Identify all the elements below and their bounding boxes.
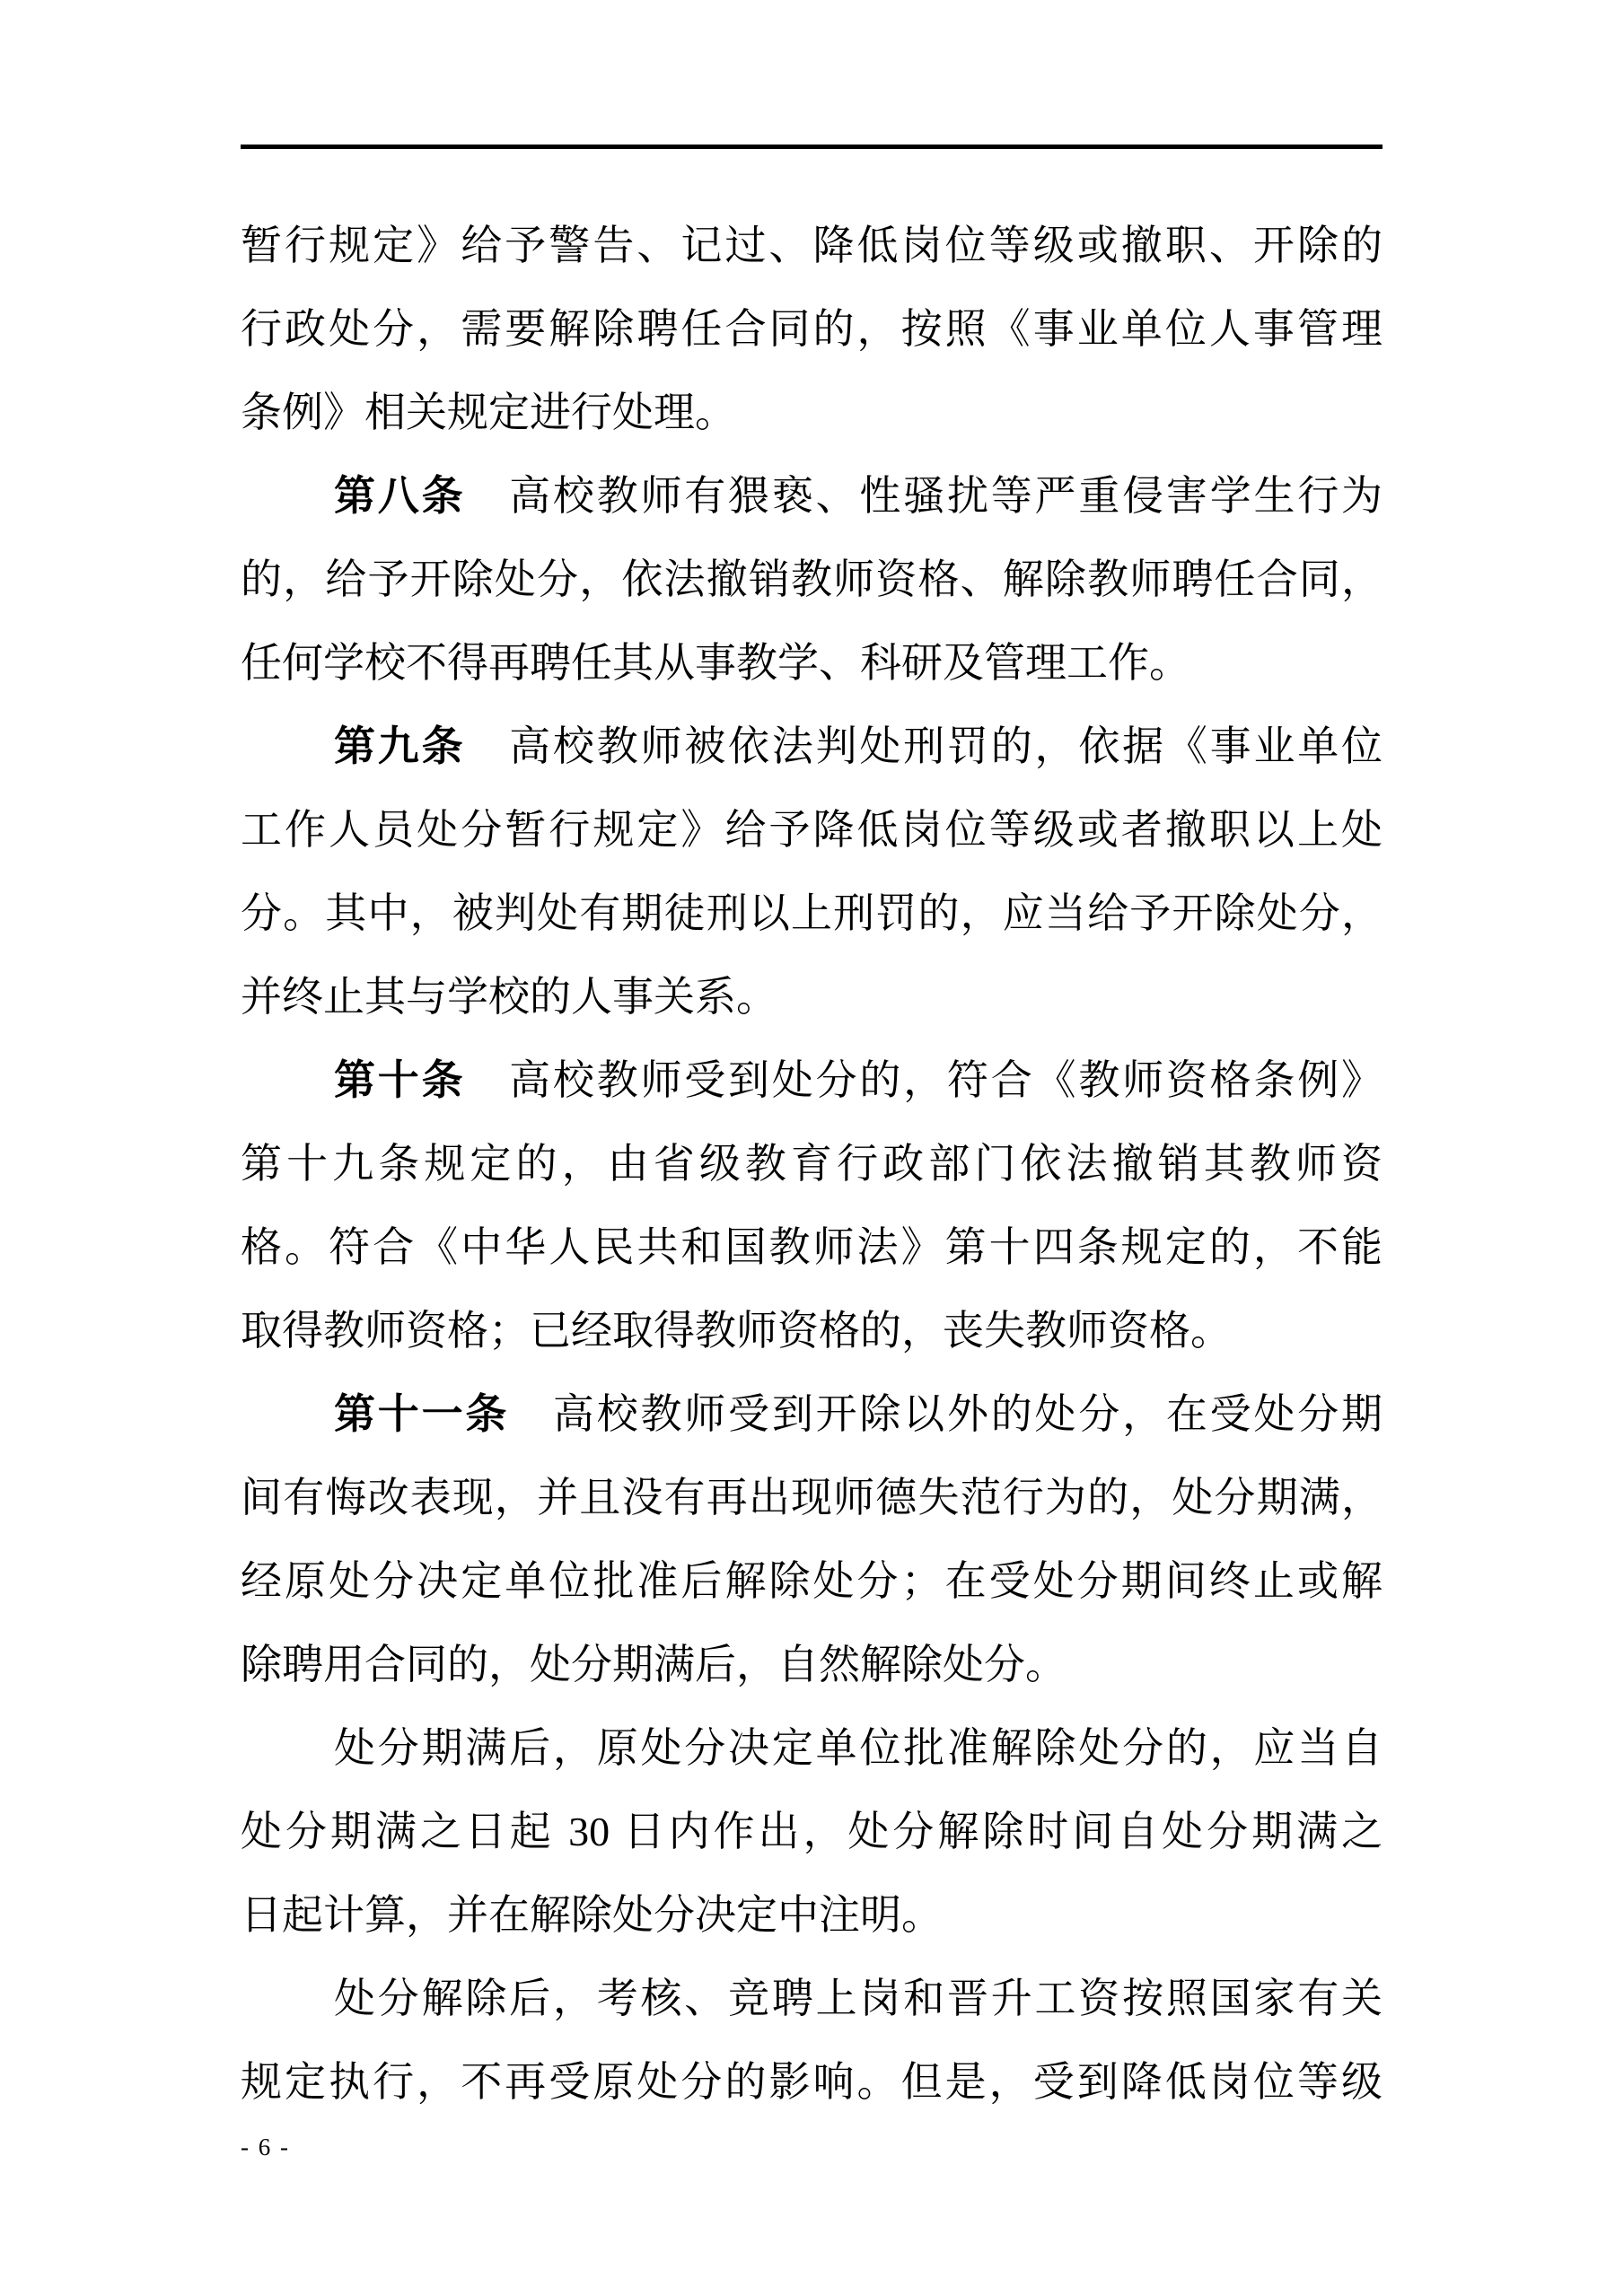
line-text: 的，给予开除处分，依法撤销教师资格、解除教师聘任合同， [241, 556, 1383, 602]
line-text: 第十九条规定的，由省级教育行政部门依法撤销其教师资 [241, 1141, 1383, 1187]
line-text: 经原处分决定单位批准后解除处分；在受处分期间终止或解 [241, 1558, 1383, 1604]
text-line [241, 371, 1383, 454]
line-text: 规定执行，不再受原处分的影响。但是，受到降低岗位等级 [241, 2059, 1383, 2105]
line-text: 并终止其与学校的人事关系。 [241, 974, 777, 1020]
text-line [241, 1706, 1383, 1790]
text-line [241, 1790, 1383, 1873]
line-text: 高校教师受到开除以外的处分，在受处分期 [509, 1391, 1383, 1437]
text-line [241, 1957, 1383, 2040]
article-number: 第八条 [334, 473, 466, 519]
line-text: 格。符合《中华人民共和国教师法》第十四条规定的，不能 [241, 1224, 1383, 1270]
text-line [241, 2040, 1383, 2124]
text-line [241, 705, 1383, 788]
text-line [241, 788, 1383, 872]
line-text: 间有悔改表现，并且没有再出现师德失范行为的，处分期满， [241, 1475, 1383, 1520]
text-line [241, 1122, 1383, 1205]
text-line [241, 1623, 1383, 1706]
line-text: 工作人员处分暂行规定》给予降低岗位等级或者撤职以上处 [241, 807, 1383, 853]
line-text: 处分期满后，原处分决定单位批准解除处分的，应当自 [334, 1725, 1383, 1771]
text-line [241, 454, 1383, 538]
text-line [241, 1289, 1383, 1372]
document-body [241, 204, 1383, 2124]
text-line [241, 287, 1383, 371]
text-line [241, 1873, 1383, 1957]
article-number: 第十一条 [334, 1391, 510, 1437]
line-text: 行政处分，需要解除聘任合同的，按照《事业单位人事管理 [241, 306, 1383, 352]
line-text: 高校教师受到处分的，符合《教师资格条例》 [465, 1057, 1383, 1103]
line-text: 除聘用合同的，处分期满后，自然解除处分。 [241, 1642, 1067, 1687]
line-text: 分。其中，被判处有期徒刑以上刑罚的，应当给予开除处分， [241, 890, 1383, 936]
article-number: 第九条 [334, 723, 466, 769]
line-text: 取得教师资格；已经取得教师资格的，丧失教师资格。 [241, 1308, 1232, 1354]
line-text: 高校教师被依法判处刑罚的，依据《事业单位 [465, 723, 1383, 769]
article-number: 第十条 [334, 1057, 466, 1103]
text-line [241, 538, 1383, 621]
line-text: 暂行规定》给予警告、记过、降低岗位等级或撤职、开除的 [241, 223, 1383, 268]
text-line [241, 872, 1383, 955]
text-line [241, 1456, 1383, 1539]
text-line [241, 955, 1383, 1038]
text-line [241, 1038, 1383, 1122]
line-text: 高校教师有猥亵、性骚扰等严重侵害学生行为 [465, 473, 1383, 519]
text-line [241, 1372, 1383, 1456]
line-text: 任何学校不得再聘任其从事教学、科研及管理工作。 [241, 640, 1190, 686]
line-text: 日起计算，并在解除处分决定中注明。 [241, 1892, 943, 1938]
text-line [241, 1539, 1383, 1623]
line-text: 条例》相关规定进行处理。 [241, 390, 736, 435]
text-line [241, 1205, 1383, 1289]
header-rule [241, 145, 1383, 149]
text-line [241, 204, 1383, 287]
line-text: 处分解除后，考核、竞聘上岗和晋升工资按照国家有关 [334, 1976, 1383, 2021]
text-line [241, 621, 1383, 705]
page-number: - 6 - [241, 2134, 290, 2160]
line-text: 处分期满之日起 30 日内作出，处分解除时间自处分期满之 [241, 1809, 1383, 1854]
